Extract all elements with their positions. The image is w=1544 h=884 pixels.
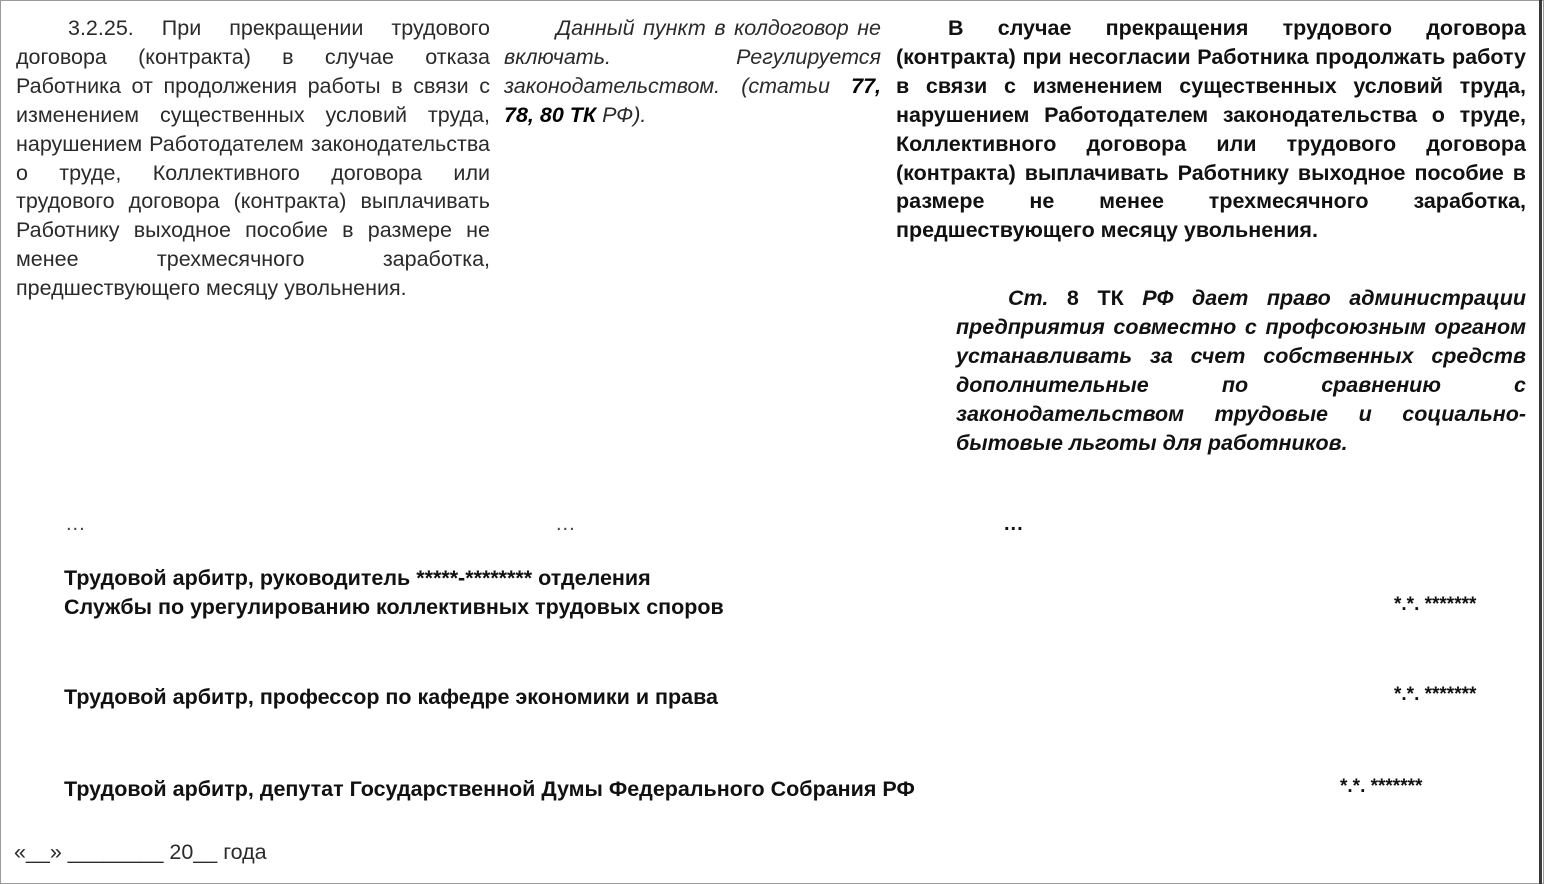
comment-text-end: РФ). [596, 102, 647, 127]
recommended-text: В случае прекращения трудового договора (контракта) при несогласии Работника продолжать работу в связи с изменением существенных условий труда, нарушением Работодателем законодательства о труде, Коллективного договора или трудового договора (контракта) выплачивать Работнику выходное пособие в размере не менее трехмесячного заработка, предшествующего месяцу увольнения. [896, 16, 1526, 243]
signature-3-name: *.*. ******* [1340, 776, 1423, 797]
signature-1-title [64, 564, 724, 622]
recommended-note [956, 284, 1526, 457]
note-text: РФ дает право администрации предприятия совместно с профсоюзным органом устанавливать за счет собственных средств дополнительные по сравнению с законодательством трудовые и социально-бытовые льготы для работников. [956, 286, 1527, 455]
note-prefix: Ст. [1008, 286, 1067, 310]
signature-2-title: Трудовой арбитр, профессор по кафедре экономики и права [64, 685, 718, 709]
clause-number: 3.2.25. [68, 16, 134, 40]
signature-1-title-line1: Трудовой арбитр, руководитель *****-******** отделения [64, 566, 651, 590]
comment-text: Данный пункт в колдоговор не включать. Регулируется законодательством. (статьи [504, 16, 881, 98]
ellipsis-right: ... [1004, 513, 1024, 535]
signature-1-name: *.*. ******* [1394, 594, 1477, 615]
signature-3-title: Трудовой арбитр, депутат Государственной Думы Федерального Собрания РФ [64, 777, 915, 801]
note-article: 8 ТК [1066, 286, 1124, 310]
ellipsis-left: ... [66, 513, 86, 535]
contract-clause [16, 14, 490, 303]
signature-1-title-line2: Службы по урегулированию коллективных трудовых споров [64, 594, 724, 619]
signature-2-name: *.*. ******* [1394, 684, 1477, 705]
page-edge [1539, 0, 1542, 884]
clause-comment [504, 14, 881, 130]
recommended-wording [896, 14, 1526, 245]
clause-text: При прекращении трудового договора (контракта) в случае отказа Работника от продолжения работы в связи с изменением существенных условий труда, нарушением Работодателем законодательства о труде, Коллективного договора или трудового договора (контракта) выплачивать Работнику выходное пособие в размере не менее трехмесячного заработка, предшествующего месяцу увольнения. [16, 16, 490, 301]
ellipsis-middle: ... [556, 513, 576, 535]
comment-articles: 77, 78, 80 ТК [504, 73, 881, 127]
date-line: «__» ________ 20__ года [14, 840, 267, 864]
